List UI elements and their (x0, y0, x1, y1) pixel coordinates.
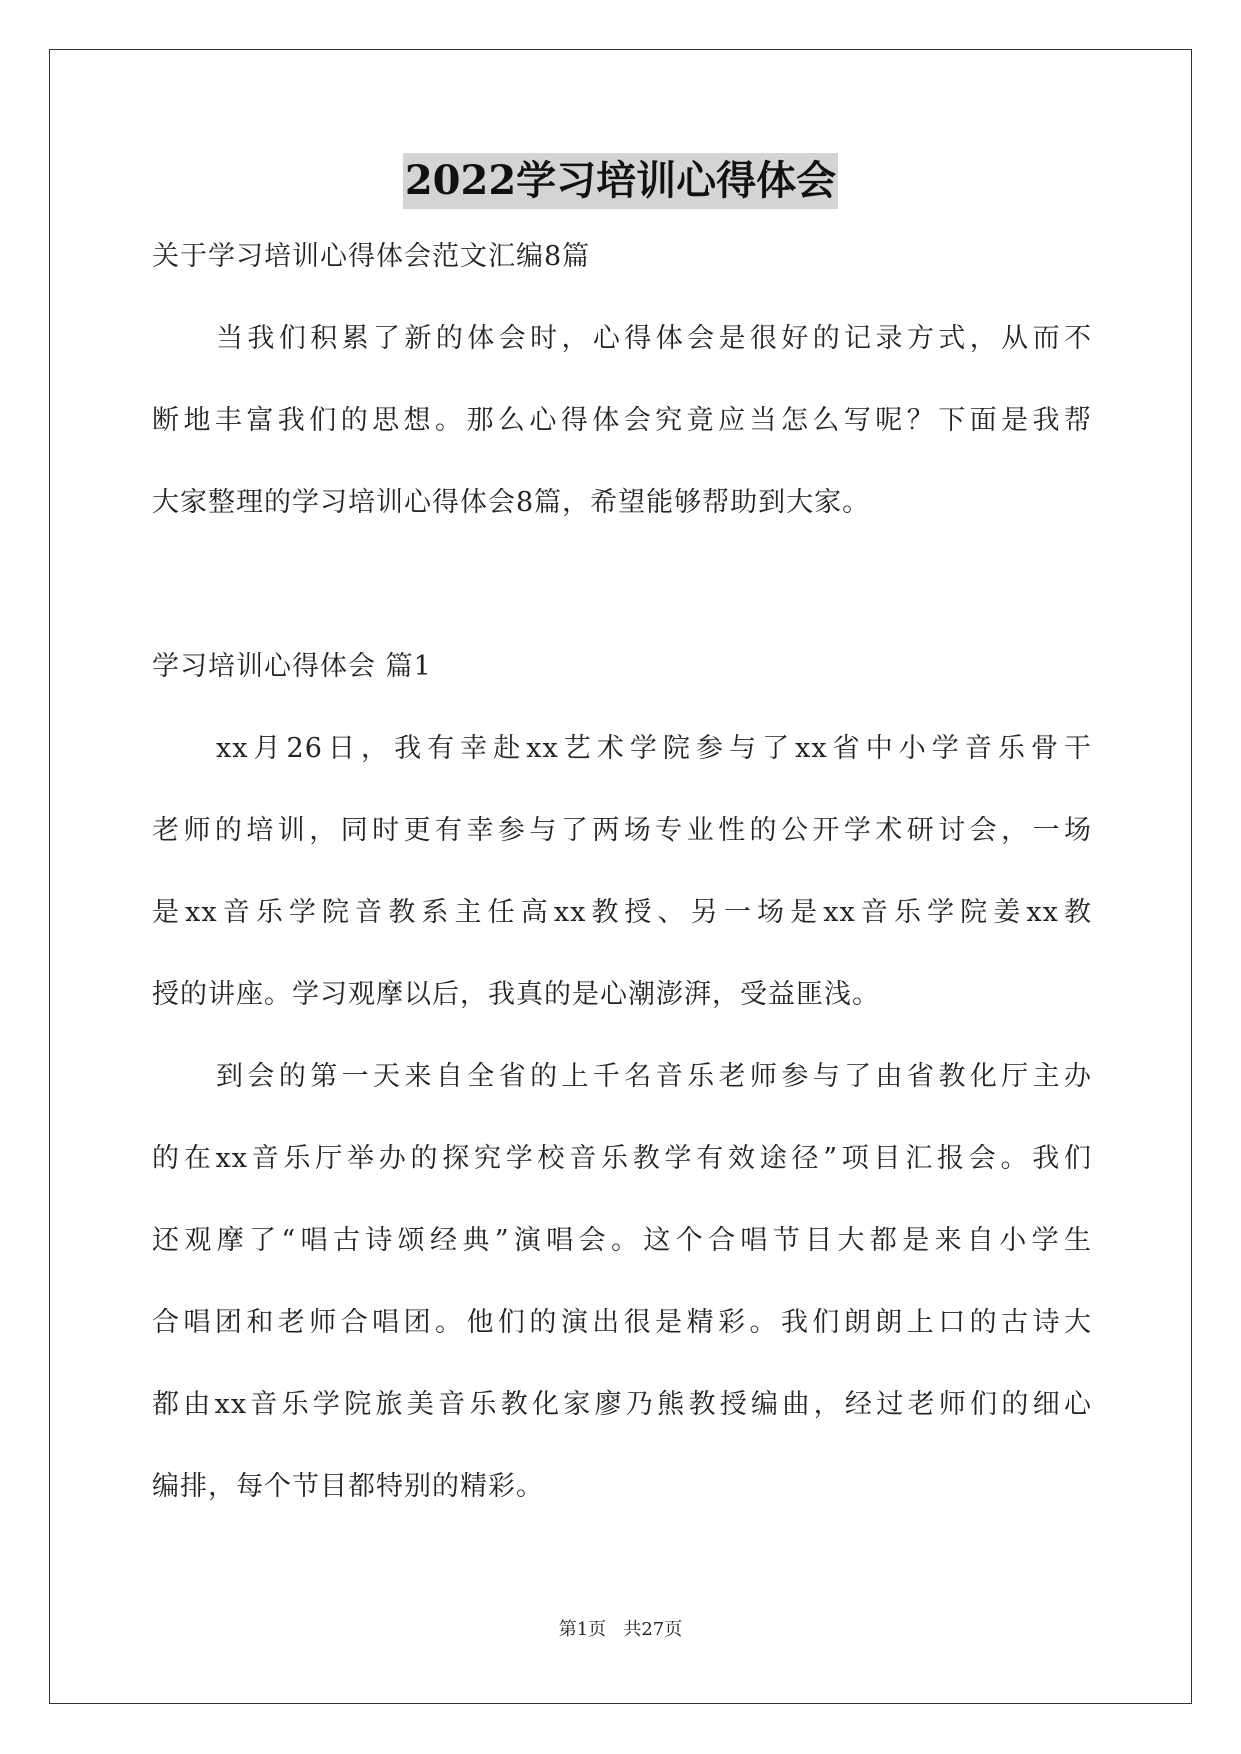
title-wrap (0, 153, 1241, 209)
document-subtitle: 关于学习培训心得体会范文汇编8篇 (152, 241, 591, 272)
intro-line: 大家整理的学习培训心得体会8篇，希望能够帮助到大家。 (152, 487, 871, 518)
page-number-label: 第1页 共27页 (558, 1619, 683, 1640)
paragraph-line: 老师的培训，同时更有幸参与了两场专业性的公开学术研讨会，一场 (152, 815, 1092, 846)
page-footer (0, 1615, 1241, 1641)
paragraph-line: 合唱团和老师合唱团。他们的演出很是精彩。我们朗朗上口的古诗大 (152, 1307, 1092, 1338)
document-title: 2022学习培训心得体会 (403, 153, 838, 209)
paragraph-line: 都由xx音乐学院旅美音乐教化家廖乃熊教授编曲，经过老师们的细心 (152, 1389, 1092, 1420)
paragraph-line: 的在xx音乐厅举办的探究学校音乐教学有效途径”项目汇报会。我们 (152, 1143, 1092, 1174)
intro-line: 断地丰富我们的思想。那么心得体会究竟应当怎么写呢？下面是我帮 (152, 405, 1092, 436)
spacer (152, 560, 1092, 642)
paragraph-line: 授的讲座。学习观摩以后，我真的是心潮澎湃，受益匪浅。 (152, 979, 880, 1010)
document-body (152, 232, 1092, 1544)
paragraph-line: xx月26日，我有幸赴xx艺术学院参与了xx省中小学音乐骨干 (216, 733, 1092, 764)
paragraph-line: 是xx音乐学院音教系主任高xx教授、另一场是xx音乐学院姜xx教 (152, 897, 1092, 928)
paragraph-line: 还观摩了“唱古诗颂经典”演唱会。这个合唱节目大都是来自小学生 (152, 1225, 1092, 1256)
section-heading: 学习培训心得体会 篇1 (152, 651, 432, 682)
intro-line: 当我们积累了新的体会时，心得体会是很好的记录方式，从而不 (216, 323, 1092, 354)
paragraph-line: 编排，每个节目都特别的精彩。 (152, 1471, 544, 1502)
paragraph-line: 到会的第一天来自全省的上千名音乐老师参与了由省教化厅主办 (216, 1061, 1092, 1092)
